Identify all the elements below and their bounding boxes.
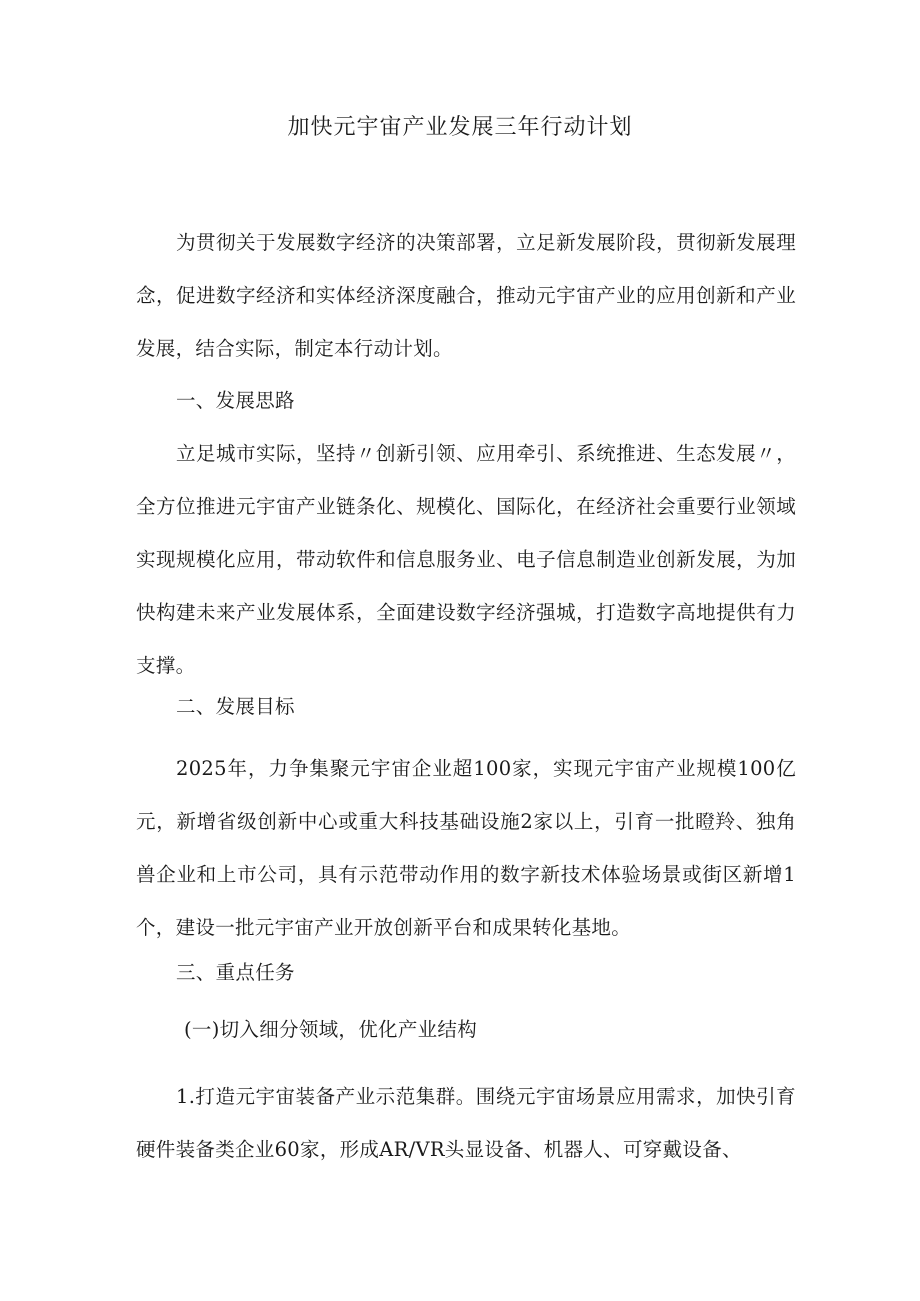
section-2-paragraph: 2025年，力争集聚元宇宙企业超100家，实现元宇宙产业规模100亿元，新增省级创新中心或重大科技基础设施2家以上，引育一批瞪羚、独角兽企业和上市公司，具有示范带动作用的数字新技术体验场景或街区新增1个，建设一批元宇宙产业开放创新平台和成果转化基地。 xyxy=(136,757,796,939)
item-1-paragraph: 1.打造元宇宙装备产业示范集群。围绕元宇宙场景应用需求，加快引育硬件装备类企业60家，形成AR/VR头显设备、机器人、可穿戴设备、 xyxy=(136,1085,796,1161)
intro-paragraph: 为贯彻关于发展数字经济的决策部署，立足新发展阶段，贯彻新发展理念，促进数字经济和实体经济深度融合，推动元宇宙产业的应用创新和产业发展，结合实际，制定本行动计划。 xyxy=(136,231,796,360)
section-heading-3: 三、重点任务 xyxy=(176,961,295,984)
document-title: 加快元宇宙产业发展三年行动计划 xyxy=(287,115,633,140)
section-1-paragraph: 立足城市实际，坚持〃创新引领、应用牵引、系统推进、生态发展〃，全方位推进元宇宙产业链条化、规模化、国际化，在经济社会重要行业领域实现规模化应用，带动软件和信息服务业、电子信息制造业创新发展，为加快构建未来产业发展体系，全面建设数字经济强城，打造数字高地提供有力支撑。 xyxy=(136,442,796,677)
subsection-heading-3-1: (一)切入细分领域，优化产业结构 xyxy=(184,1018,478,1041)
section-heading-1: 一、发展思路 xyxy=(176,389,295,412)
section-heading-2: 二、发展目标 xyxy=(176,695,295,718)
